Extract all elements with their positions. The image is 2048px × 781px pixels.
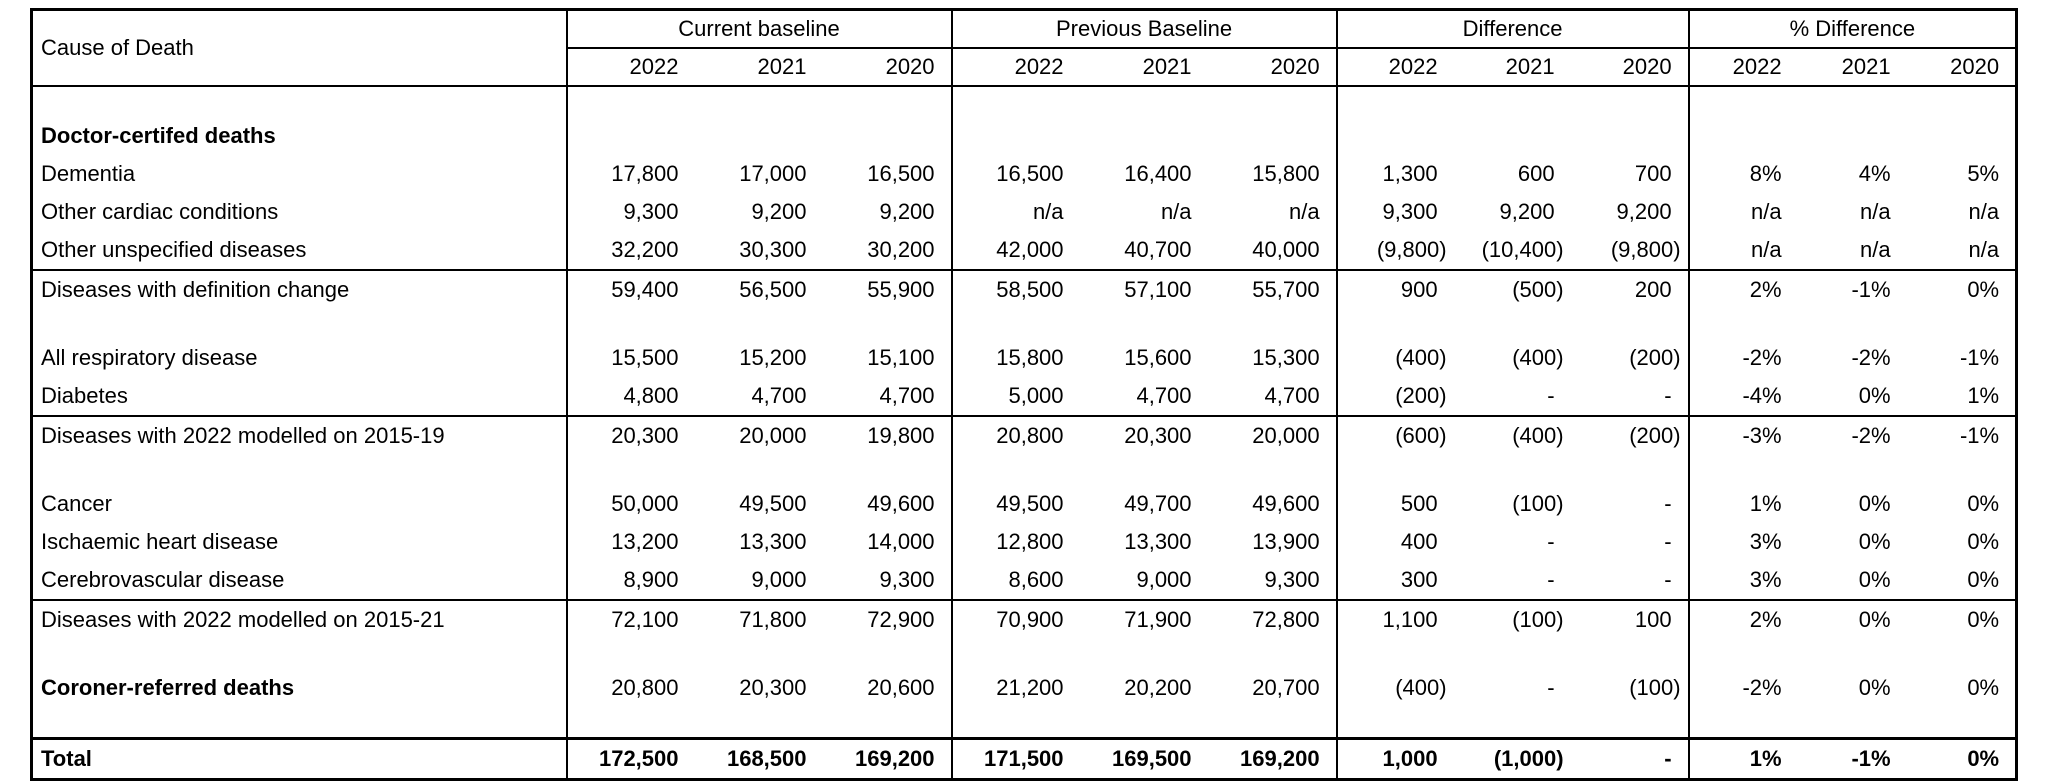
value-cell [952, 639, 1080, 669]
value-cell: 49,600 [823, 485, 952, 523]
value-cell: 14,000 [823, 523, 952, 561]
value-cell [567, 309, 695, 339]
value-cell [823, 707, 952, 739]
value-cell: 171,500 [952, 739, 1080, 780]
value-cell [567, 707, 695, 739]
year-header: 2022 [1337, 48, 1454, 86]
value-cell: 0% [1858, 383, 1891, 408]
spacer-row [32, 455, 2017, 485]
value-cell: 9,200 [1571, 193, 1689, 231]
value-cell [1454, 309, 1571, 339]
value-cell: - [1571, 561, 1689, 600]
value-cell: - [1571, 485, 1689, 523]
value-cell: n/a [1968, 199, 2000, 224]
value-cell [1454, 86, 1571, 117]
value-cell: 2% [1689, 270, 1798, 309]
value-cell: 9,200 [1499, 199, 1555, 224]
value-cell [1080, 639, 1208, 669]
value-cell: (9,800) [1571, 231, 1689, 270]
value-cell: 16,400 [1124, 161, 1192, 186]
value-cell: 0% [1907, 739, 2017, 780]
value-cell [567, 117, 695, 155]
value-cell [1208, 309, 1337, 339]
value-cell [1907, 639, 2017, 669]
value-cell [1907, 455, 2017, 485]
value-cell: 200 [1571, 270, 1689, 309]
row-label: Diseases with 2022 modelled on 2015-19 [32, 416, 567, 455]
value-cell: (200) [1571, 339, 1689, 377]
value-cell: 0% [1858, 675, 1891, 700]
value-cell: 600 [1517, 161, 1555, 186]
table-row [32, 155, 2017, 193]
value-cell [1208, 117, 1337, 155]
row-label [32, 309, 567, 339]
value-cell: (9,800) [1376, 237, 1447, 262]
table-row [32, 231, 2017, 270]
value-cell: (200) [1395, 383, 1447, 408]
value-cell [1454, 707, 1571, 739]
value-cell: (400) [1395, 345, 1447, 370]
year-header: 2020 [823, 48, 952, 86]
value-cell [1337, 639, 1454, 669]
value-cell: 12,800 [996, 529, 1064, 554]
row-label: All respiratory disease [32, 339, 567, 377]
year-header: 2021 [1454, 48, 1571, 86]
value-cell: 3% [1749, 529, 1782, 554]
year-header: 2022 [952, 48, 1080, 86]
value-cell: 20,800 [952, 416, 1080, 455]
value-cell: 9,000 [751, 567, 807, 592]
value-cell: 20,300 [1080, 416, 1208, 455]
value-cell: 49,500 [739, 491, 807, 516]
value-cell: -1% [1959, 345, 2000, 370]
table-row [32, 339, 2017, 377]
value-cell [1571, 455, 1689, 485]
value-cell [1208, 86, 1337, 117]
value-cell [1208, 707, 1337, 739]
value-cell [1689, 707, 1798, 739]
value-cell: 20,800 [611, 675, 679, 700]
value-cell: 1,300 [1382, 161, 1438, 186]
value-cell: 20,000 [1208, 416, 1337, 455]
value-cell [1689, 309, 1798, 339]
value-cell: 0% [1798, 600, 1907, 639]
col-group-previous-baseline: Previous Baseline [952, 10, 1337, 49]
value-cell: 169,200 [1208, 739, 1337, 780]
year-header: 2021 [695, 48, 823, 86]
value-cell: 9,200 [751, 199, 807, 224]
value-cell: n/a [1032, 199, 1064, 224]
value-cell: 5% [1967, 161, 2000, 186]
value-cell [1080, 117, 1208, 155]
value-cell [1454, 639, 1571, 669]
value-cell [1907, 86, 2017, 117]
value-cell [1689, 639, 1798, 669]
value-cell: 0% [1907, 270, 2017, 309]
value-cell [1571, 86, 1689, 117]
table-row [32, 523, 2017, 561]
value-cell: 0% [1858, 491, 1891, 516]
row-label: Cancer [32, 485, 567, 523]
value-cell: - [1547, 383, 1555, 408]
value-cell: -4% [1742, 383, 1782, 408]
value-cell [823, 86, 952, 117]
value-cell: - [1571, 523, 1689, 561]
value-cell: n/a [1968, 237, 2000, 262]
value-cell: 1,100 [1337, 600, 1454, 639]
value-cell [823, 455, 952, 485]
value-cell [1337, 86, 1454, 117]
value-cell [695, 309, 823, 339]
year-header: 2022 [1689, 48, 1798, 86]
value-cell [1454, 455, 1571, 485]
value-cell: 1% [1689, 739, 1798, 780]
value-cell [952, 117, 1080, 155]
value-cell: 4,700 [1208, 377, 1337, 416]
value-cell [1571, 639, 1689, 669]
value-cell: (100) [1512, 491, 1564, 516]
value-cell [823, 309, 952, 339]
value-cell: 0% [1858, 567, 1891, 592]
value-cell: - [1547, 567, 1555, 592]
table-row [32, 600, 2017, 639]
value-cell: -2% [1798, 416, 1907, 455]
value-cell [823, 639, 952, 669]
value-cell: 49,700 [1124, 491, 1192, 516]
value-cell [952, 455, 1080, 485]
table-row [32, 561, 2017, 600]
value-cell: -3% [1689, 416, 1798, 455]
value-cell: 9,200 [823, 193, 952, 231]
value-cell [1080, 309, 1208, 339]
value-cell: 20,300 [567, 416, 695, 455]
value-cell: 58,500 [952, 270, 1080, 309]
row-label: Ischaemic heart disease [32, 523, 567, 561]
value-cell [1798, 309, 1907, 339]
value-cell [1798, 707, 1907, 739]
table-body [32, 86, 2017, 780]
value-cell [1689, 455, 1798, 485]
value-cell [1454, 117, 1571, 155]
value-cell: 32,200 [611, 237, 679, 262]
value-cell [1798, 455, 1907, 485]
value-cell: - [1547, 675, 1555, 700]
value-cell: n/a [1160, 199, 1192, 224]
value-cell: 13,900 [1208, 523, 1337, 561]
value-cell: 71,900 [1080, 600, 1208, 639]
value-cell: 8,900 [623, 567, 679, 592]
value-cell: n/a [1859, 199, 1891, 224]
row-label [32, 639, 567, 669]
value-cell: 169,500 [1080, 739, 1208, 780]
row-header-cause-of-death: Cause of Death [32, 10, 567, 87]
value-cell: 13,300 [1124, 529, 1192, 554]
value-cell [695, 86, 823, 117]
value-cell: 400 [1400, 529, 1438, 554]
value-cell: (100) [1454, 600, 1571, 639]
value-cell [1080, 707, 1208, 739]
value-cell [1689, 86, 1798, 117]
spacer-row [32, 639, 2017, 669]
value-cell: 13,300 [739, 529, 807, 554]
spacer-row [32, 86, 2017, 117]
value-cell: 5,000 [1008, 383, 1064, 408]
value-cell: 1,000 [1337, 739, 1454, 780]
value-cell: 0% [1907, 600, 2017, 639]
value-cell: -2% [1742, 675, 1782, 700]
value-cell: (500) [1454, 270, 1571, 309]
year-header: 2022 [567, 48, 695, 86]
value-cell: 49,500 [996, 491, 1064, 516]
value-cell: 20,000 [695, 416, 823, 455]
value-cell: 168,500 [695, 739, 823, 780]
value-cell [1208, 639, 1337, 669]
table-row [32, 416, 2017, 455]
row-label: Cerebrovascular disease [32, 561, 567, 600]
value-cell: 4,700 [751, 383, 807, 408]
value-cell: 0% [1967, 567, 2000, 592]
value-cell: 15,800 [1208, 155, 1337, 193]
value-cell [1208, 455, 1337, 485]
value-cell [567, 455, 695, 485]
value-cell: 4,700 [823, 377, 952, 416]
value-cell: -2% [1851, 345, 1891, 370]
value-cell: 15,800 [996, 345, 1064, 370]
value-cell [1798, 86, 1907, 117]
value-cell: 169,200 [823, 739, 952, 780]
value-cell [1907, 707, 2017, 739]
value-cell: 9,300 [1382, 199, 1438, 224]
value-cell [1798, 639, 1907, 669]
value-cell [695, 455, 823, 485]
value-cell: 15,200 [739, 345, 807, 370]
row-label [32, 455, 567, 485]
col-group-pct-difference: % Difference [1689, 10, 2017, 49]
value-cell [1571, 117, 1689, 155]
value-cell: 1% [1967, 383, 2000, 408]
table-row [32, 117, 2017, 155]
row-label: Diabetes [32, 377, 567, 416]
row-label: Diseases with 2022 modelled on 2015-21 [32, 600, 567, 639]
value-cell [952, 707, 1080, 739]
value-cell: 50,000 [611, 491, 679, 516]
value-cell: 1% [1749, 491, 1782, 516]
row-label [32, 707, 567, 739]
value-cell: 30,200 [823, 231, 952, 270]
value-cell: 71,800 [695, 600, 823, 639]
row-label: Total [32, 739, 567, 780]
spacer-row [32, 309, 2017, 339]
row-label: Coroner-referred deaths [32, 669, 567, 707]
value-cell: 9,300 [1208, 561, 1337, 600]
value-cell: (600) [1337, 416, 1454, 455]
value-cell: 57,100 [1080, 270, 1208, 309]
value-cell [1907, 117, 2017, 155]
row-label: Other unspecified diseases [32, 231, 567, 270]
year-header: 2021 [1798, 48, 1907, 86]
value-cell: 56,500 [695, 270, 823, 309]
value-cell: 0% [1967, 675, 2000, 700]
cause-of-death-table [30, 8, 2018, 781]
value-cell: (400) [1454, 416, 1571, 455]
value-cell: 9,000 [1136, 567, 1192, 592]
value-cell: 72,800 [1208, 600, 1337, 639]
value-cell [1080, 86, 1208, 117]
value-cell: 300 [1400, 567, 1438, 592]
value-cell: n/a [1208, 193, 1337, 231]
value-cell: (10,400) [1481, 237, 1564, 262]
value-cell: 0% [1967, 529, 2000, 554]
value-cell: - [1571, 739, 1689, 780]
value-cell: 72,100 [567, 600, 695, 639]
value-cell: 2% [1689, 600, 1798, 639]
value-cell [1080, 455, 1208, 485]
value-cell: 16,500 [823, 155, 952, 193]
table-row [32, 485, 2017, 523]
value-cell: 15,600 [1124, 345, 1192, 370]
value-cell: 172,500 [567, 739, 695, 780]
group-header-row [32, 10, 2017, 49]
value-cell: - [1547, 529, 1555, 554]
year-header: 2020 [1571, 48, 1689, 86]
value-cell: 100 [1571, 600, 1689, 639]
value-cell: (100) [1571, 669, 1689, 707]
value-cell: -2% [1742, 345, 1782, 370]
table-row [32, 193, 2017, 231]
value-cell [823, 117, 952, 155]
value-cell [1689, 117, 1798, 155]
value-cell: 13,200 [611, 529, 679, 554]
value-cell: 70,900 [952, 600, 1080, 639]
value-cell [1337, 707, 1454, 739]
value-cell [567, 86, 695, 117]
value-cell: n/a [1859, 237, 1891, 262]
value-cell: 8,600 [1008, 567, 1064, 592]
value-cell: (400) [1512, 345, 1564, 370]
year-header: 2020 [1208, 48, 1337, 86]
value-cell [567, 639, 695, 669]
value-cell [695, 117, 823, 155]
value-cell: 55,900 [823, 270, 952, 309]
value-cell: 4,700 [1136, 383, 1192, 408]
value-cell: 21,200 [996, 675, 1064, 700]
value-cell: 15,500 [611, 345, 679, 370]
row-label [32, 86, 567, 117]
value-cell: - [1571, 377, 1689, 416]
value-cell: 0% [1858, 529, 1891, 554]
value-cell [1571, 309, 1689, 339]
report-page [0, 8, 2048, 771]
value-cell [1337, 117, 1454, 155]
value-cell: -1% [1907, 416, 2017, 455]
value-cell: 20,600 [823, 669, 952, 707]
year-header: 2020 [1907, 48, 2017, 86]
spacer-row [32, 707, 2017, 739]
col-group-current-baseline: Current baseline [567, 10, 952, 49]
value-cell: -1% [1798, 739, 1907, 780]
value-cell: 15,300 [1208, 339, 1337, 377]
value-cell [952, 86, 1080, 117]
row-label: Dementia [32, 155, 567, 193]
value-cell: 16,500 [996, 161, 1064, 186]
value-cell: 900 [1337, 270, 1454, 309]
value-cell: 30,300 [739, 237, 807, 262]
value-cell [1798, 117, 1907, 155]
value-cell: (200) [1571, 416, 1689, 455]
value-cell [1337, 309, 1454, 339]
value-cell [1337, 455, 1454, 485]
value-cell [952, 309, 1080, 339]
value-cell: 8% [1749, 161, 1782, 186]
value-cell: 42,000 [996, 237, 1064, 262]
value-cell: 72,900 [823, 600, 952, 639]
value-cell: 20,700 [1208, 669, 1337, 707]
value-cell: (400) [1395, 675, 1447, 700]
value-cell: (1,000) [1454, 739, 1571, 780]
value-cell: 40,000 [1208, 231, 1337, 270]
value-cell: 0% [1967, 491, 2000, 516]
value-cell: 500 [1400, 491, 1438, 516]
value-cell: 15,100 [823, 339, 952, 377]
value-cell: 20,300 [739, 675, 807, 700]
value-cell: 3% [1749, 567, 1782, 592]
year-header: 2021 [1080, 48, 1208, 86]
row-label: Other cardiac conditions [32, 193, 567, 231]
value-cell: 49,600 [1208, 485, 1337, 523]
table-row [32, 669, 2017, 707]
row-label: Diseases with definition change [32, 270, 567, 309]
value-cell: 17,000 [739, 161, 807, 186]
value-cell: n/a [1750, 199, 1782, 224]
table-row [32, 377, 2017, 416]
value-cell [695, 707, 823, 739]
col-group-difference: Difference [1337, 10, 1689, 49]
value-cell [1907, 309, 2017, 339]
value-cell: 19,800 [823, 416, 952, 455]
table-row [32, 739, 2017, 780]
value-cell: 40,700 [1124, 237, 1192, 262]
row-label: Doctor-certifed deaths [32, 117, 567, 155]
value-cell: n/a [1750, 237, 1782, 262]
value-cell: -1% [1798, 270, 1907, 309]
value-cell: 9,300 [823, 561, 952, 600]
value-cell [1571, 707, 1689, 739]
value-cell: 55,700 [1208, 270, 1337, 309]
value-cell: 59,400 [567, 270, 695, 309]
value-cell: 4% [1858, 161, 1891, 186]
value-cell [695, 639, 823, 669]
value-cell: 700 [1571, 155, 1689, 193]
value-cell: 4,800 [623, 383, 679, 408]
value-cell: 17,800 [611, 161, 679, 186]
table-row [32, 270, 2017, 309]
value-cell: 9,300 [623, 199, 679, 224]
value-cell: 20,200 [1124, 675, 1192, 700]
